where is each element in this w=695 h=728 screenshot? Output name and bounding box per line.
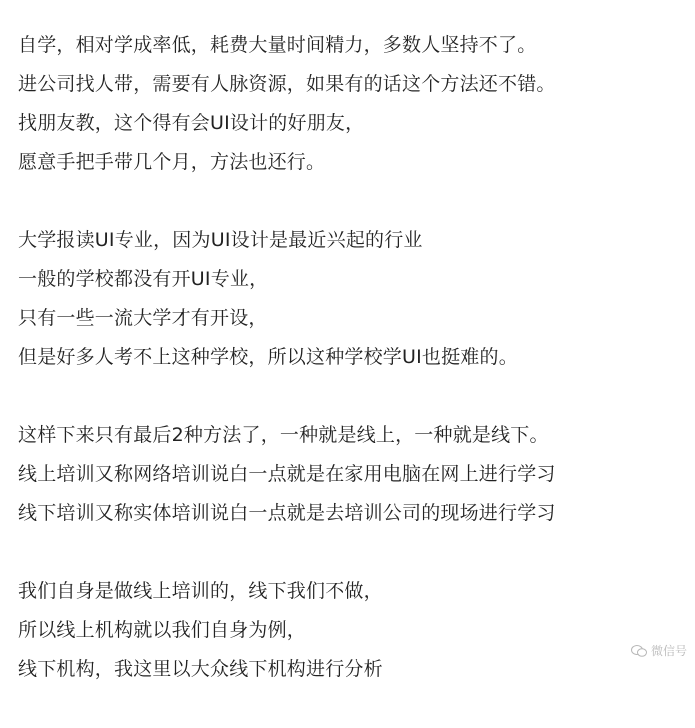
text-line: 找朋友教，这个得有会UI设计的好朋友， xyxy=(18,112,365,134)
text-line: 愿意手把手带几个月，方法也还行。 xyxy=(18,151,326,173)
article-body xyxy=(18,26,678,728)
text-line: 我们自身是做线上培训的，线下我们不做， xyxy=(18,580,383,602)
paragraph-online-offline xyxy=(18,416,678,533)
text-line: 线上培训又称网络培训说白一点就是在家用电脑在网上进行学习 xyxy=(18,463,556,485)
text-line: 线下培训又称实体培训说白一点就是去培训公司的现场进行学习 xyxy=(18,502,556,524)
text-line: 只有一些一流大学才有开设， xyxy=(18,307,268,329)
paragraph-university xyxy=(18,221,678,377)
text-line: 自学，相对学成率低，耗费大量时间精力，多数人坚持不了。 xyxy=(18,34,537,56)
paragraph-self-study xyxy=(18,26,678,182)
wechat-watermark xyxy=(631,642,687,659)
text-line: 进公司找人带，需要有人脉资源，如果有的话这个方法还不错。 xyxy=(18,73,556,95)
text-line: 这样下来只有最后2种方法了，一种就是线上，一种就是线下。 xyxy=(18,424,549,446)
text-line: 线下机构，我这里以大众线下机构进行分析 xyxy=(18,658,383,680)
paragraph-our-training xyxy=(18,572,678,689)
text-line: 但是好多人考不上这种学校，所以这种学校学UI也挺难的。 xyxy=(18,346,518,368)
text-line: 所以线上机构就以我们自身为例， xyxy=(18,619,307,641)
wechat-icon xyxy=(631,645,647,657)
text-line: 一般的学校都没有开UI专业， xyxy=(18,268,269,290)
text-line: 大学报读UI专业，因为UI设计是最近兴起的行业 xyxy=(18,229,423,251)
watermark-text: 微信号 xyxy=(650,644,687,658)
